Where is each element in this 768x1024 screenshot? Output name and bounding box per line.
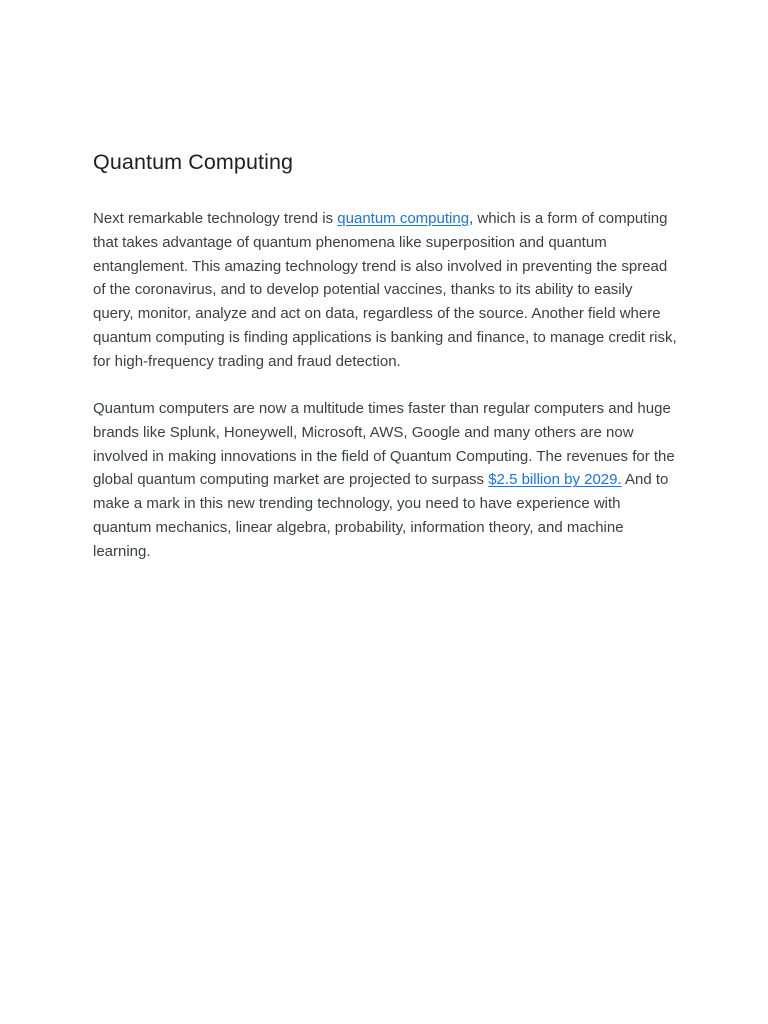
paragraph-quantum-intro [93, 207, 677, 374]
section-title: Quantum Computing [93, 150, 294, 174]
market-projection-link[interactable]: $2.5 billion by 2029. [488, 471, 622, 489]
paragraph-text: Next remarkable technology trend is [93, 210, 338, 227]
paragraph-text: Quantum computers are now a multitude times faster than regular computers and huge brands like Splunk, Honeywell, Microsoft, AWS, Google and many others are now involved in making innovations in the field of Quantum Computing. The revenues for the global quantum computing market are projected to surpass [93, 400, 675, 489]
paragraph-text: And to make a mark in this new trending technology, you need to have experience with quantum mechanics, linear algebra, probability, information theory, and machine learning. [93, 471, 669, 560]
paragraph-text: , which is a form of computing that takes advantage of quantum phenomena like superposition and quantum entanglement. This amazing technology trend is also involved in preventing the spread of the coronavirus, and to develop potential vaccines, thanks to its ability to easily query, monitor, analyze and act on data, regardless of the source. Another field where quantum computing is finding applications is banking and finance, to manage credit risk, for high-frequency trading and fraud detection. [93, 210, 677, 370]
quantum-computing-link[interactable]: quantum computing [337, 210, 470, 227]
document-page [93, 146, 677, 564]
paragraph-quantum-market [93, 397, 677, 564]
